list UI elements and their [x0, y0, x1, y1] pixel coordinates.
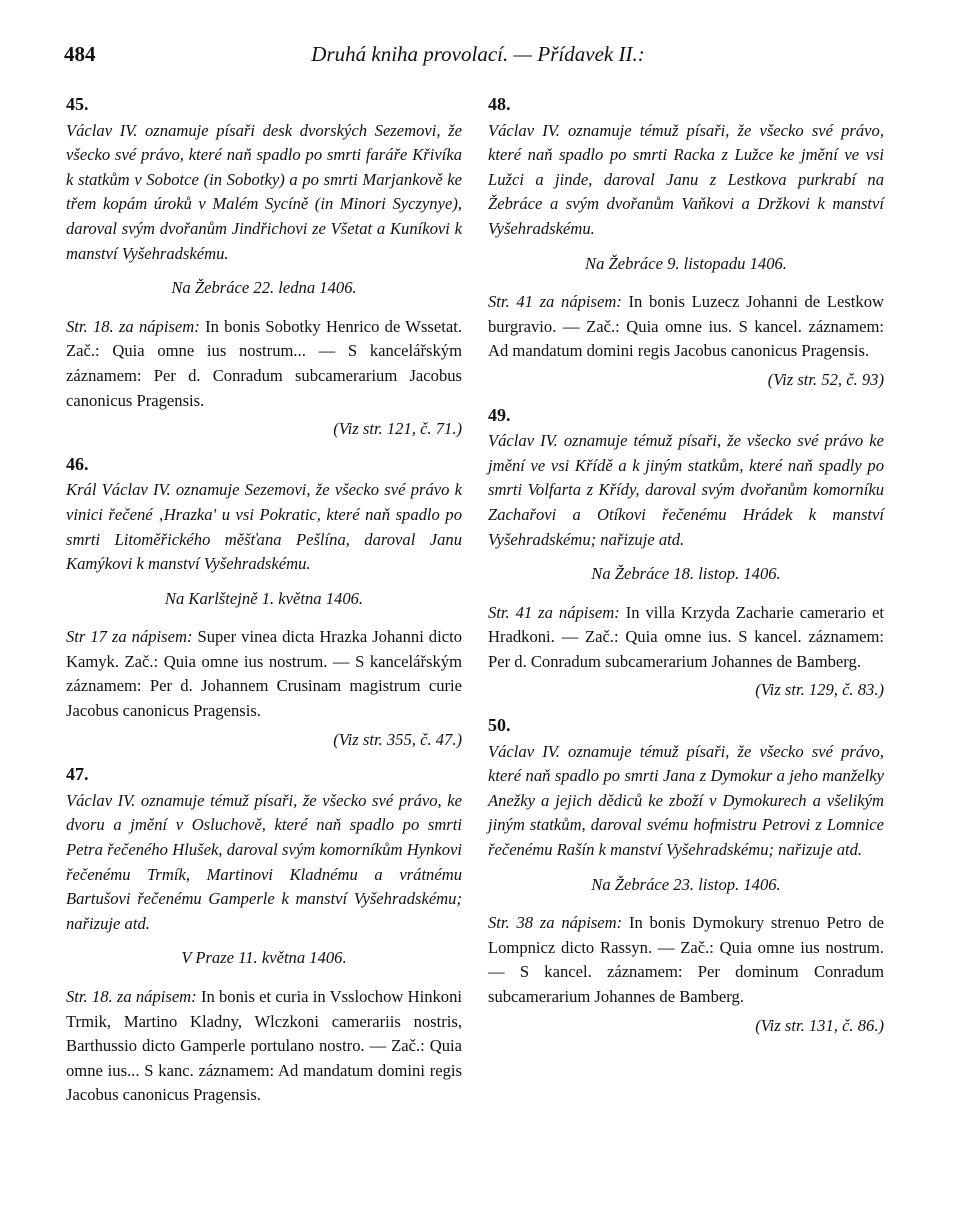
entry-note: [488, 911, 884, 1009]
note-text: In bonis et curia in Vsslochow Hinkoni Trmik, Martino Kladny, Wlczkoni camerariis nostris, Barthussio dicto Gamperle portulano nostro. — Zač.: Quia omne ius... S kanc. záznamem: Ad mandatum domini regis Jacobus canonicus Pragensis.: [66, 987, 462, 1105]
entry-note: [488, 290, 884, 364]
entry-place-date: Na Žebráce 22. ledna 1406.: [171, 278, 357, 298]
entry-place-date: V Praze 11. května 1406.: [181, 948, 347, 968]
entry-note: [488, 601, 884, 675]
entry-48: [488, 92, 884, 393]
note-lead: Str. 18. za nápisem:: [66, 987, 197, 1006]
entry-body: Václav IV. oznamuje témuž písaři, že všecko své právo ke jmění ve vsi Křídě a k jiným statkům, které naň spadly po smrti Volfarta z Křídy, daroval svým dvořanům komorníku Zachařovi a Otíkovi řečenému Hrádek k manství Vyšehradskému; nařizuje atd.: [488, 431, 884, 549]
entry-45: [66, 92, 462, 442]
page-number: 484: [64, 42, 96, 66]
note-text: In villa Krzyda Zacharie camerario et Hradkoni. — Zač.: Quia omne ius. S kancel. záznamem: Per d. Conradum subcamerarium Johannes de Bamberg.: [488, 602, 884, 671]
entry-number: 47.: [66, 764, 89, 785]
entry-number: 50.: [488, 715, 511, 736]
entry-reference: (Viz str. 355, č. 47.): [333, 729, 462, 749]
left-column: [66, 92, 462, 1108]
note-text: In bonis Sobotky Henrico de Wssetat. Zač.: Quia omne ius nostrum... — S kancelářským záznamem: Per d. Conradum subcamerarium Jacobus canonicus Pragensis.: [66, 316, 462, 410]
note-text: Super vinea dicta Hrazka Johanni dicto Kamyk. Zač.: Quia omne ius nostrum. — S kancelářským záznamem: Per d. Johannem Crusinam magistrum curie Jacobus canonicus Pragensis.: [66, 627, 462, 721]
entry-place-date: Na Karlštejně 1. května 1406.: [164, 588, 364, 608]
entry-note: [66, 315, 462, 413]
page-header: [64, 42, 892, 72]
entry-number: 46.: [66, 453, 89, 474]
entry-body: Král Václav IV. oznamuje Sezemovi, že všecko své právo k vinici řečené ‚Hrazka' u vsi Pokratic, které naň spadlo po smrti Litoměřického měšťana Pešlína, daroval Janu Kamýkovi k manství Vyšehradskému.: [66, 480, 462, 574]
entry-reference: (Viz str. 129, č. 83.): [755, 680, 884, 700]
entry-note: [66, 985, 462, 1108]
note-lead: Str. 41 za nápisem:: [488, 292, 622, 312]
entry-place-date: Na Žebráce 23. listop. 1406.: [591, 874, 781, 894]
entry-number: 48.: [488, 94, 511, 114]
entry-note: [66, 625, 462, 723]
entry-place-date: Na Žebráce 9. listopadu 1406.: [585, 253, 787, 273]
entry-47: [66, 762, 462, 1108]
note-lead: Str. 18. za nápisem:: [66, 316, 200, 336]
running-title: Druhá kniha provolací. — Přídavek II.:: [311, 42, 645, 66]
entry-49: [488, 403, 884, 704]
entry-body: Václav IV. oznamuje témuž písaři, že všecko své právo, které naň spadlo po smrti Racka z Lužce ke jmění ve vsi Lužci a jinde, daroval Janu z Lestkova purkrabí na Žebráce a svým dvořanům Vaňkovi a Držkovi k manství Vyšehradskému.: [488, 120, 884, 238]
entry-number: 49.: [488, 404, 511, 425]
entry-50: [488, 713, 884, 1038]
note-text: In bonis Dymokury strenuo Petro de Lompnicz dicto Rassyn. — Zač.: Quia omne ius nostrum. — S kancel. záznamem: Per dominum Conradum subcamerarium Johannes de Bamberg.: [488, 913, 884, 1006]
entry-number: 45.: [66, 94, 89, 114]
note-lead: Str. 41 za nápisem:: [488, 602, 620, 622]
note-lead: Str. 38 za nápisem:: [488, 913, 623, 933]
entry-reference: (Viz str. 121, č. 71.): [333, 419, 462, 439]
note-lead: Str 17 za nápisem:: [66, 627, 193, 647]
entry-reference: (Viz str. 131, č. 86.): [755, 1015, 884, 1035]
entry-body: Václav IV. oznamuje témuž písaři, že všecko své právo, ke dvoru a jmění v Osluchově, které naň spadlo po smrti Petra řečeného Hlušek, daroval svým komorníkům Hynkovi řečenému Trmík, Martinovi Kladnému a vrátnému Bartušovi řečenému Gamperle k manství Vyšehradskému; nařizuje atd.: [66, 790, 462, 933]
right-column: [488, 92, 884, 1048]
entry-reference: (Viz str. 52, č. 93): [767, 369, 884, 389]
entry-46: [66, 452, 462, 753]
note-text: In bonis Luzecz Johanni de Lestkow burgravio. — Zač.: Quia omne ius. S kancel. záznamem: Ad mandatum domini regis Jacobus canonicus Pragensis.: [488, 292, 884, 361]
entry-body: Václav IV. oznamuje písaři desk dvorských Sezemovi, že všecko své právo, které naň spadlo po smrti faráře Křivíka k statkům v Sobotce (in Sobotky) a po smrti Marjankově ke třem kopám úroků v Malém Sycíně (in Minori Syczynye), daroval svým dvořanům Jindřichovi ze Všetat a Kuníkovi k manství Vyšehradskému.: [66, 120, 462, 263]
entry-body: Václav IV. oznamuje témuž písaři, že všecko své právo, které naň spadlo po smrti Jana z Dymokur a jeho manželky Anežky a jejich dědiců ke zboží v Dymokurech a všelikým jiným statkům, daroval svému hofmistru Petrovi z Lomnice řečenému Rašín k manství Vyšehradskému; nařizuje atd.: [488, 741, 884, 860]
entry-place-date: Na Žebráce 18. listop. 1406.: [591, 564, 781, 584]
